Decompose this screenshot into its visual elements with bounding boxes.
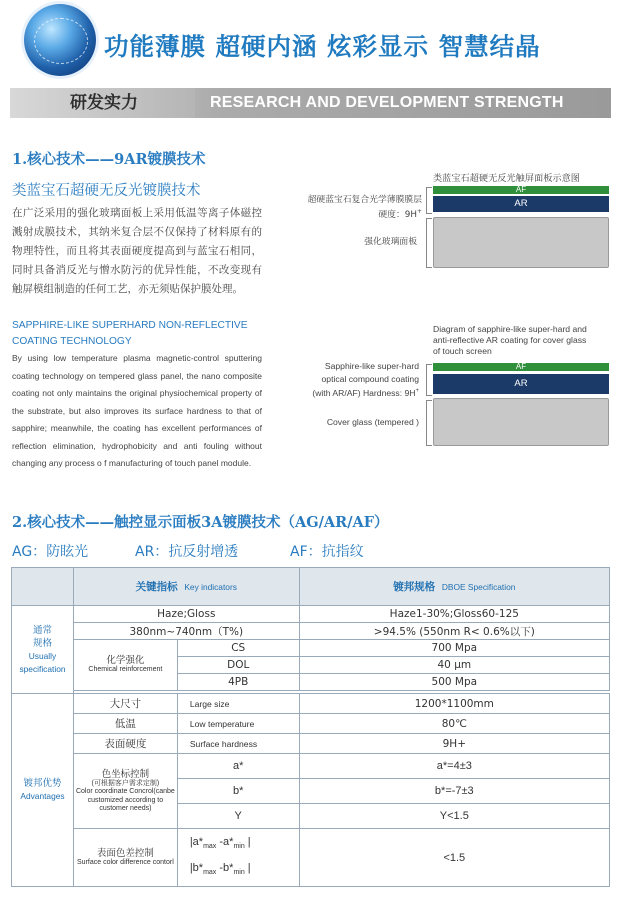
table-row: 色坐标控制 (可根据客户需求定制) Color coordinate Concrol(canbe customized according to customer needs) a* a*=4±3: [12, 754, 610, 779]
header-key: 关键指标 Key indicators: [73, 568, 299, 606]
globe-logo: [24, 4, 96, 76]
coating-brace-en: [426, 364, 432, 396]
table-row: b* b*=-7±3: [12, 779, 610, 804]
spec-table: [11, 567, 610, 887]
table-row: 化学强化 Chemical reinforcement CS 700 Mpa: [12, 640, 610, 657]
coating-brace-cn: [426, 187, 432, 214]
legend-af: AF：抗指纹: [290, 544, 364, 560]
legend-ag: AG：防眩光: [12, 544, 89, 560]
af-layer-en: AF: [433, 363, 609, 371]
section2-title: 2.核心技术——触控显示面板3A镀膜技术（AG/AR/AF）: [12, 514, 389, 531]
glass-panel-cn: [433, 217, 609, 268]
section1-subtitle: 类蓝宝石超硬无反光镀膜技术: [12, 183, 201, 199]
group-usual: 通常 规格 Usually specification: [12, 606, 74, 694]
table-row: 4PB 500 Mpa: [12, 674, 610, 691]
glass-brace-cn: [426, 218, 432, 268]
table-row: Y Y<1.5: [12, 804, 610, 829]
table-row: 表面色差控制 Surface color difference contorl $|a*_{max}$ $-a*_{min}$ | $|b*_{max}$ $-b*_{min}$ | <1.5: [12, 829, 610, 887]
chem-label: 化学强化 Chemical reinforcement: [73, 640, 177, 691]
banner-title-en: RESEARCH AND DEVELOPMENT STRENGTH: [210, 94, 564, 111]
table-header-row: [12, 568, 610, 606]
color-diff-formula: $|a*_{max}$ $-a*_{min}$ | $|b*_{max}$ $-b*_{min}$ |: [177, 829, 299, 887]
glass-label-en: Cover glass (tempered ): [326, 417, 419, 427]
table-row: DOL 40 μm: [12, 657, 610, 674]
coating-label-cn: 超硬蓝宝石复合光学薄膜膜层 硬度：9H+: [307, 195, 422, 220]
legend-ar: AR：抗反射增透: [135, 544, 239, 560]
af-layer-cn: AF: [433, 186, 609, 194]
ar-layer-en: AR: [433, 374, 609, 394]
table-row: 380nm~740nm（T%) >94.5% (550nm R< 0.6%以下): [12, 623, 610, 640]
section1-body-en: By using low temperature plasma magnetic-control sputtering coating technology on tempered glass panel, the nano composite coating not only maintains the original physiochemical property of the substrate, but also improves its surface hardness to that of sapphire; meanwhile, the coating has excellent performances of reflection elimination, hydrophobicity and anti fouling without changing any process o f manufacturing of touch panel module.: [12, 353, 262, 468]
glass-brace-en: [426, 400, 432, 446]
section1-heading-en: SAPPHIRE-LIKE SUPERHARD NON-REFLECTIVE COATING TECHNOLOGY: [12, 320, 248, 347]
glass-panel-en: [433, 398, 609, 446]
color-control-label: 色坐标控制 (可根据客户需求定制) Color coordinate Concrol(canbe customized according to customer needs): [73, 754, 177, 829]
color-diff-label: 表面色差控制 Surface color difference contorl: [73, 829, 177, 887]
ar-layer-cn: AR: [433, 196, 609, 212]
section1-title: 1.核心技术——9AR镀膜技术: [12, 151, 206, 168]
slogan: 功能薄膜 超硬内涵 炫彩显示 智慧结晶: [104, 32, 541, 61]
section1-body-cn: 在广泛采用的强化玻璃面板上采用低温等离子体磁控溅射成膜技术，其纳米复合层不仅保持了材料原有的物理特性，而且将其表面硬度提高到与蓝宝石相同，同时具备消反光与憎水防污的优异性能，不改变现有触屏模组制造的任何工艺，亦无须贴保护膜处理。: [12, 207, 262, 295]
group-advantages: 镀邦优势 Advantages: [12, 694, 74, 887]
diagram-caption-cn: 类蓝宝石超硬无反光触屏面板示意图: [433, 173, 580, 184]
table-row: 镀邦优势 Advantages 大尺寸 Large size 1200*1100mm: [12, 694, 610, 714]
coating-label-en: Sapphire-like super-hard optical compound coating (with AR/AF) Hardness: 9H+: [312, 361, 419, 398]
table-row: 通常 规格 Usually specification Haze;Gloss Haze1-30%;Gloss60-125: [12, 606, 610, 623]
header-spec: 镀邦规格 DBOE Specification: [299, 568, 609, 606]
section-banner: [10, 88, 611, 118]
table-row: 低温 Low temperature 80℃: [12, 714, 610, 734]
diagram-caption-en: Diagram of sapphire-like super-hard and anti-reflective AR coating for cover glass of touch screen: [433, 324, 587, 356]
glass-label-cn: 强化玻璃面板: [364, 237, 417, 247]
banner-title-cn: 研发实力: [10, 88, 195, 118]
table-row: 表面硬度 Surface hardness 9H+: [12, 734, 610, 754]
